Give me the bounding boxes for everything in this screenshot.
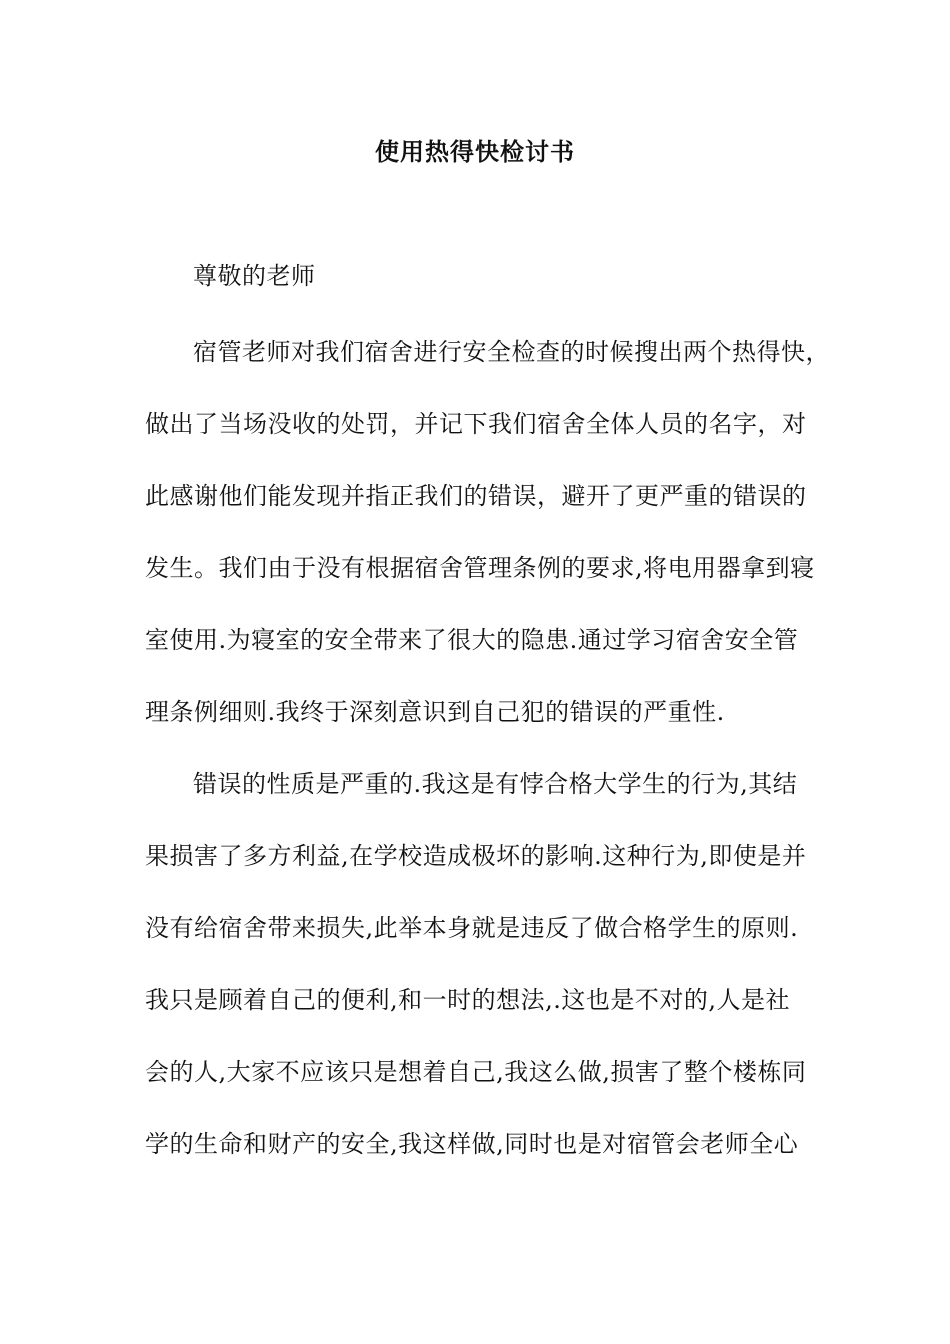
document-title: 使用热得快检讨书 — [375, 137, 575, 166]
paragraph-line: 宿管老师对我们宿舍进行安全检查的时候搜出两个热得快， — [193, 338, 830, 366]
paragraph-line: 果损害了多方利益,在学校造成极坏的影响.这种行为,即使是并 — [145, 842, 807, 870]
paragraph-line: 学的生命和财产的安全,我这样做,同时也是对宿管会老师全心 — [145, 1130, 799, 1158]
paragraph-line: 会的人,大家不应该只是想着自己,我这么做,损害了整个楼栋同 — [145, 1058, 807, 1086]
paragraph-line: 做出了当场没收的处罚，并记下我们宿舍全体人员的名字，对 — [145, 410, 807, 438]
paragraph-line: 室使用.为寝室的安全带来了很大的隐患.通过学习宿舍安全管 — [145, 626, 799, 654]
paragraph-line: 发生。我们由于没有根据宿舍管理条例的要求,将电用器拿到寝 — [145, 554, 815, 582]
paragraph-line: 理条例细则.我终于深刻意识到自己犯的错误的严重性. — [145, 698, 725, 726]
paragraph-line: 我只是顾着自己的便利,和一时的想法,.这也是不对的,人是社 — [145, 986, 791, 1014]
paragraph-line: 此感谢他们能发现并指正我们的错误，避开了更严重的错误的 — [145, 482, 807, 510]
paragraph-line: 错误的性质是严重的.我这是有悖合格大学生的行为,其结 — [193, 770, 798, 798]
paragraph-line: 没有给宿舍带来损失,此举本身就是违反了做合格学生的原则. — [145, 914, 799, 942]
salutation: 尊敬的老师 — [193, 262, 316, 290]
